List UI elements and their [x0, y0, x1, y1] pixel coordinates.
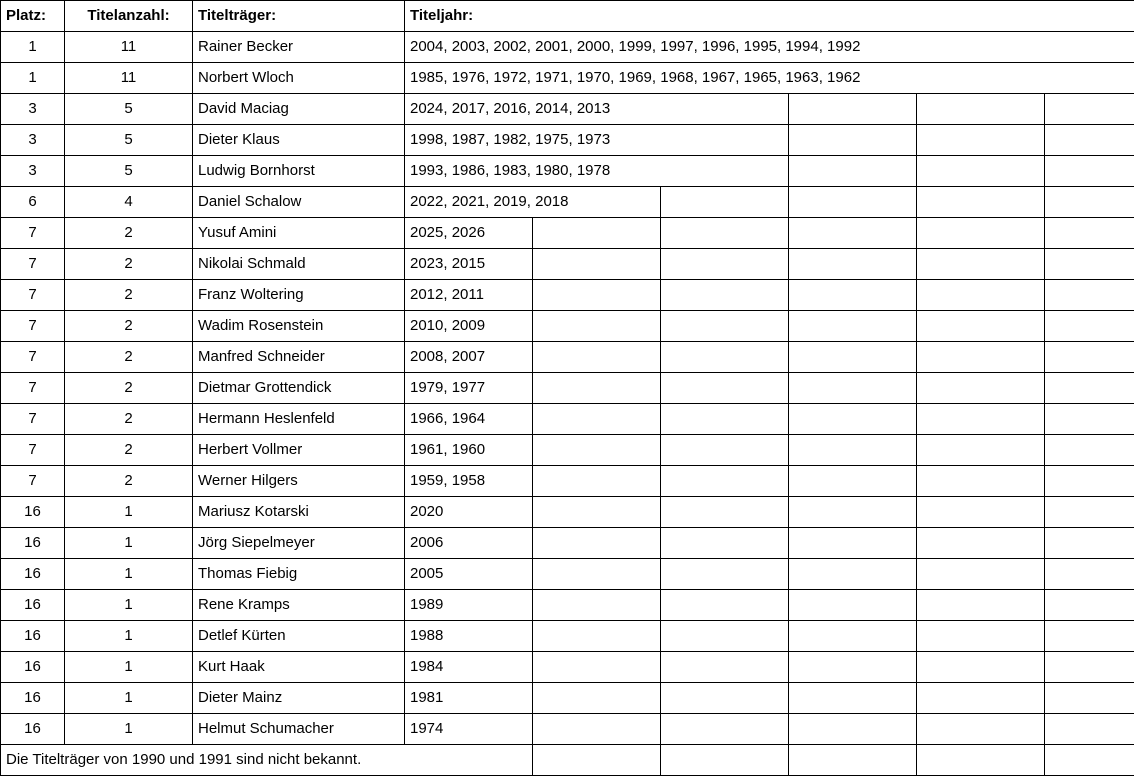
cell-empty[interactable] [789, 280, 917, 311]
cell-empty[interactable] [917, 125, 1045, 156]
cell-empty[interactable] [1045, 94, 1134, 125]
note-text[interactable]: Die Titelträger von 1990 und 1991 sind nicht bekannt. [1, 745, 533, 776]
cell-empty[interactable] [661, 311, 789, 342]
table-row [1, 497, 1134, 528]
cell-empty[interactable] [917, 683, 1045, 714]
cell-titelanzahl[interactable]: 1 [65, 590, 193, 621]
cell-empty[interactable] [789, 590, 917, 621]
cell-empty[interactable] [1045, 342, 1134, 373]
cell-platz[interactable]: 16 [1, 621, 65, 652]
cell-titeljahr[interactable]: 1993, 1986, 1983, 1980, 1978 [405, 156, 789, 187]
cell-empty[interactable] [533, 311, 661, 342]
cell-empty[interactable] [661, 621, 789, 652]
cell-empty[interactable] [917, 94, 1045, 125]
cell-empty[interactable] [533, 745, 661, 776]
cell-empty[interactable] [917, 652, 1045, 683]
cell-empty[interactable] [661, 559, 789, 590]
cell-empty[interactable] [1045, 373, 1134, 404]
cell-empty[interactable] [1045, 311, 1134, 342]
cell-empty[interactable] [1045, 218, 1134, 249]
cell-titeljahr[interactable]: 1966, 1964 [405, 404, 533, 435]
table-note-row [1, 745, 1134, 776]
cell-empty[interactable] [789, 311, 917, 342]
cell-empty[interactable] [533, 218, 661, 249]
cell-platz[interactable]: 3 [1, 94, 65, 125]
cell-platz[interactable]: 16 [1, 559, 65, 590]
cell-empty[interactable] [1045, 280, 1134, 311]
cell-empty[interactable] [533, 497, 661, 528]
cell-empty[interactable] [789, 404, 917, 435]
cell-empty[interactable] [1045, 652, 1134, 683]
cell-empty[interactable] [1045, 404, 1134, 435]
cell-empty[interactable] [1045, 528, 1134, 559]
cell-empty[interactable] [533, 280, 661, 311]
table-body [1, 1, 1134, 776]
column-header-titelanzahl[interactable]: Titelanzahl: [65, 1, 193, 32]
table-row [1, 32, 1134, 63]
cell-empty[interactable] [1045, 466, 1134, 497]
table-header-row [1, 1, 1134, 32]
cell-empty[interactable] [661, 745, 789, 776]
cell-titelanzahl[interactable]: 1 [65, 621, 193, 652]
cell-titeljahr[interactable]: 1984 [405, 652, 533, 683]
cell-titeltraeger[interactable]: Norbert Wloch [193, 63, 405, 94]
cell-empty[interactable] [917, 590, 1045, 621]
cell-empty[interactable] [917, 311, 1045, 342]
cell-titelanzahl[interactable]: 2 [65, 218, 193, 249]
cell-empty[interactable] [917, 621, 1045, 652]
cell-empty[interactable] [1045, 187, 1134, 218]
cell-platz[interactable]: 7 [1, 404, 65, 435]
cell-titelanzahl[interactable]: 2 [65, 249, 193, 280]
cell-empty[interactable] [1045, 125, 1134, 156]
cell-empty[interactable] [533, 435, 661, 466]
cell-platz[interactable]: 7 [1, 218, 65, 249]
cell-empty[interactable] [661, 714, 789, 745]
cell-platz[interactable]: 7 [1, 466, 65, 497]
cell-titeljahr[interactable]: 2010, 2009 [405, 311, 533, 342]
cell-empty[interactable] [917, 187, 1045, 218]
cell-titeljahr[interactable]: 2023, 2015 [405, 249, 533, 280]
column-header-titeljahr[interactable]: Titeljahr: [405, 1, 1134, 32]
cell-titelanzahl[interactable]: 1 [65, 714, 193, 745]
cell-platz[interactable]: 16 [1, 652, 65, 683]
cell-titeljahr[interactable]: 1989 [405, 590, 533, 621]
cell-empty[interactable] [661, 249, 789, 280]
cell-empty[interactable] [533, 621, 661, 652]
cell-empty[interactable] [789, 528, 917, 559]
cell-empty[interactable] [789, 745, 917, 776]
cell-empty[interactable] [789, 156, 917, 187]
cell-titeljahr[interactable]: 2022, 2021, 2019, 2018 [405, 187, 661, 218]
cell-titeltraeger[interactable]: Herbert Vollmer [193, 435, 405, 466]
cell-platz[interactable]: 16 [1, 683, 65, 714]
cell-empty[interactable] [789, 683, 917, 714]
cell-empty[interactable] [917, 342, 1045, 373]
cell-titeltraeger[interactable]: Dietmar Grottendick [193, 373, 405, 404]
cell-empty[interactable] [661, 373, 789, 404]
cell-empty[interactable] [789, 218, 917, 249]
cell-empty[interactable] [533, 342, 661, 373]
table-row [1, 125, 1134, 156]
cell-titeljahr[interactable]: 2024, 2017, 2016, 2014, 2013 [405, 94, 789, 125]
cell-platz[interactable]: 16 [1, 590, 65, 621]
cell-titeljahr[interactable]: 1988 [405, 621, 533, 652]
table-row [1, 466, 1134, 497]
cell-empty[interactable] [533, 683, 661, 714]
cell-empty[interactable] [917, 373, 1045, 404]
cell-titelanzahl[interactable]: 11 [65, 32, 193, 63]
cell-empty[interactable] [1045, 249, 1134, 280]
cell-empty[interactable] [917, 404, 1045, 435]
cell-empty[interactable] [789, 249, 917, 280]
cell-titelanzahl[interactable]: 5 [65, 156, 193, 187]
cell-titelanzahl[interactable]: 2 [65, 466, 193, 497]
table-row [1, 249, 1134, 280]
table-row [1, 156, 1134, 187]
cell-empty[interactable] [917, 528, 1045, 559]
cell-titeljahr[interactable]: 1981 [405, 683, 533, 714]
cell-empty[interactable] [533, 559, 661, 590]
cell-empty[interactable] [917, 435, 1045, 466]
cell-titelanzahl[interactable]: 1 [65, 497, 193, 528]
column-header-titeltraeger[interactable]: Titelträger: [193, 1, 405, 32]
cell-empty[interactable] [917, 249, 1045, 280]
cell-titeltraeger[interactable]: Daniel Schalow [193, 187, 405, 218]
cell-titeltraeger[interactable]: Yusuf Amini [193, 218, 405, 249]
cell-empty[interactable] [1045, 745, 1134, 776]
cell-empty[interactable] [917, 218, 1045, 249]
cell-titelanzahl[interactable]: 2 [65, 342, 193, 373]
cell-titeljahr[interactable]: 2006 [405, 528, 533, 559]
cell-titelanzahl[interactable]: 2 [65, 280, 193, 311]
cell-titeltraeger[interactable]: Jörg Siepelmeyer [193, 528, 405, 559]
cell-empty[interactable] [533, 528, 661, 559]
cell-titeltraeger[interactable]: Detlef Kürten [193, 621, 405, 652]
cell-titeljahr[interactable]: 2020 [405, 497, 533, 528]
cell-titeljahr[interactable]: 2004, 2003, 2002, 2001, 2000, 1999, 1997, 1996, 1995, 1994, 1992 [405, 32, 1134, 63]
cell-empty[interactable] [789, 466, 917, 497]
cell-titelanzahl[interactable]: 1 [65, 528, 193, 559]
cell-titeltraeger[interactable]: Dieter Mainz [193, 683, 405, 714]
table-row [1, 652, 1134, 683]
cell-empty[interactable] [1045, 621, 1134, 652]
cell-titeljahr[interactable]: 1985, 1976, 1972, 1971, 1970, 1969, 1968, 1967, 1965, 1963, 1962 [405, 63, 1134, 94]
cell-empty[interactable] [789, 559, 917, 590]
table-row [1, 218, 1134, 249]
cell-empty[interactable] [1045, 559, 1134, 590]
cell-empty[interactable] [1045, 714, 1134, 745]
cell-titeltraeger[interactable]: Hermann Heslenfeld [193, 404, 405, 435]
cell-titeljahr[interactable]: 1959, 1958 [405, 466, 533, 497]
cell-platz[interactable]: 7 [1, 435, 65, 466]
cell-platz[interactable]: 7 [1, 311, 65, 342]
table-row [1, 373, 1134, 404]
cell-empty[interactable] [661, 187, 789, 218]
cell-titelanzahl[interactable]: 4 [65, 187, 193, 218]
cell-titeltraeger[interactable]: David Maciag [193, 94, 405, 125]
cell-empty[interactable] [1045, 590, 1134, 621]
cell-empty[interactable] [661, 528, 789, 559]
table-row [1, 528, 1134, 559]
cell-titeltraeger[interactable]: Helmut Schumacher [193, 714, 405, 745]
column-header-platz[interactable]: Platz: [1, 1, 65, 32]
cell-empty[interactable] [789, 342, 917, 373]
cell-empty[interactable] [789, 187, 917, 218]
table-row [1, 559, 1134, 590]
cell-titelanzahl[interactable]: 2 [65, 311, 193, 342]
cell-titeljahr[interactable]: 2012, 2011 [405, 280, 533, 311]
cell-platz[interactable]: 7 [1, 342, 65, 373]
cell-empty[interactable] [533, 404, 661, 435]
table-row [1, 683, 1134, 714]
cell-titelanzahl[interactable]: 5 [65, 125, 193, 156]
cell-titelanzahl[interactable]: 2 [65, 404, 193, 435]
table-row [1, 435, 1134, 466]
cell-titeljahr[interactable]: 1961, 1960 [405, 435, 533, 466]
cell-empty[interactable] [661, 590, 789, 621]
cell-titelanzahl[interactable]: 11 [65, 63, 193, 94]
cell-empty[interactable] [917, 156, 1045, 187]
cell-platz[interactable]: 1 [1, 32, 65, 63]
cell-empty[interactable] [917, 466, 1045, 497]
cell-empty[interactable] [1045, 435, 1134, 466]
cell-empty[interactable] [917, 714, 1045, 745]
cell-titelanzahl[interactable]: 5 [65, 94, 193, 125]
cell-empty[interactable] [533, 466, 661, 497]
cell-titelanzahl[interactable]: 1 [65, 652, 193, 683]
cell-empty[interactable] [1045, 156, 1134, 187]
cell-platz[interactable]: 7 [1, 373, 65, 404]
cell-platz[interactable]: 3 [1, 156, 65, 187]
cell-titeltraeger[interactable]: Manfred Schneider [193, 342, 405, 373]
table-row [1, 280, 1134, 311]
cell-platz[interactable]: 16 [1, 497, 65, 528]
cell-platz[interactable]: 16 [1, 528, 65, 559]
cell-empty[interactable] [1045, 497, 1134, 528]
cell-empty[interactable] [789, 714, 917, 745]
table-row [1, 94, 1134, 125]
cell-platz[interactable]: 1 [1, 63, 65, 94]
table-row [1, 187, 1134, 218]
cell-titeljahr[interactable]: 1998, 1987, 1982, 1975, 1973 [405, 125, 789, 156]
cell-empty[interactable] [917, 280, 1045, 311]
cell-empty[interactable] [661, 652, 789, 683]
table-row [1, 342, 1134, 373]
cell-empty[interactable] [917, 559, 1045, 590]
cell-titeltraeger[interactable]: Ludwig Bornhorst [193, 156, 405, 187]
table-row [1, 590, 1134, 621]
cell-titeltraeger[interactable]: Franz Woltering [193, 280, 405, 311]
cell-titeljahr[interactable]: 2025, 2026 [405, 218, 533, 249]
cell-titelanzahl[interactable]: 2 [65, 435, 193, 466]
cell-empty[interactable] [789, 497, 917, 528]
table-row [1, 714, 1134, 745]
cell-platz[interactable]: 3 [1, 125, 65, 156]
cell-titeltraeger[interactable]: Werner Hilgers [193, 466, 405, 497]
cell-empty[interactable] [661, 342, 789, 373]
cell-platz[interactable]: 7 [1, 280, 65, 311]
cell-titeljahr[interactable]: 2008, 2007 [405, 342, 533, 373]
cell-empty[interactable] [1045, 683, 1134, 714]
cell-empty[interactable] [789, 373, 917, 404]
table-row [1, 404, 1134, 435]
cell-empty[interactable] [533, 652, 661, 683]
cell-titeljahr[interactable]: 1979, 1977 [405, 373, 533, 404]
cell-platz[interactable]: 7 [1, 249, 65, 280]
cell-titelanzahl[interactable]: 1 [65, 559, 193, 590]
cell-platz[interactable]: 6 [1, 187, 65, 218]
cell-empty[interactable] [917, 745, 1045, 776]
cell-empty[interactable] [533, 714, 661, 745]
cell-titeltraeger[interactable]: Wadim Rosenstein [193, 311, 405, 342]
cell-empty[interactable] [661, 404, 789, 435]
cell-titeltraeger[interactable]: Kurt Haak [193, 652, 405, 683]
cell-titeljahr[interactable]: 1974 [405, 714, 533, 745]
cell-titeltraeger[interactable]: Thomas Fiebig [193, 559, 405, 590]
cell-empty[interactable] [533, 590, 661, 621]
cell-titeltraeger[interactable]: Rainer Becker [193, 32, 405, 63]
cell-empty[interactable] [661, 435, 789, 466]
cell-empty[interactable] [661, 683, 789, 714]
cell-titeltraeger[interactable]: Mariusz Kotarski [193, 497, 405, 528]
cell-empty[interactable] [789, 94, 917, 125]
table-row [1, 621, 1134, 652]
cell-titeltraeger[interactable]: Rene Kramps [193, 590, 405, 621]
table-row [1, 63, 1134, 94]
cell-empty[interactable] [661, 466, 789, 497]
cell-empty[interactable] [789, 435, 917, 466]
cell-empty[interactable] [661, 280, 789, 311]
cell-titeltraeger[interactable]: Dieter Klaus [193, 125, 405, 156]
table-row [1, 311, 1134, 342]
cell-empty[interactable] [533, 249, 661, 280]
cell-titelanzahl[interactable]: 2 [65, 373, 193, 404]
cell-titeltraeger[interactable]: Nikolai Schmald [193, 249, 405, 280]
cell-empty[interactable] [789, 652, 917, 683]
cell-empty[interactable] [661, 497, 789, 528]
cell-empty[interactable] [533, 373, 661, 404]
cell-empty[interactable] [789, 621, 917, 652]
cell-empty[interactable] [661, 218, 789, 249]
cell-titelanzahl[interactable]: 1 [65, 683, 193, 714]
cell-empty[interactable] [917, 497, 1045, 528]
cell-platz[interactable]: 16 [1, 714, 65, 745]
cell-empty[interactable] [789, 125, 917, 156]
cell-titeljahr[interactable]: 2005 [405, 559, 533, 590]
